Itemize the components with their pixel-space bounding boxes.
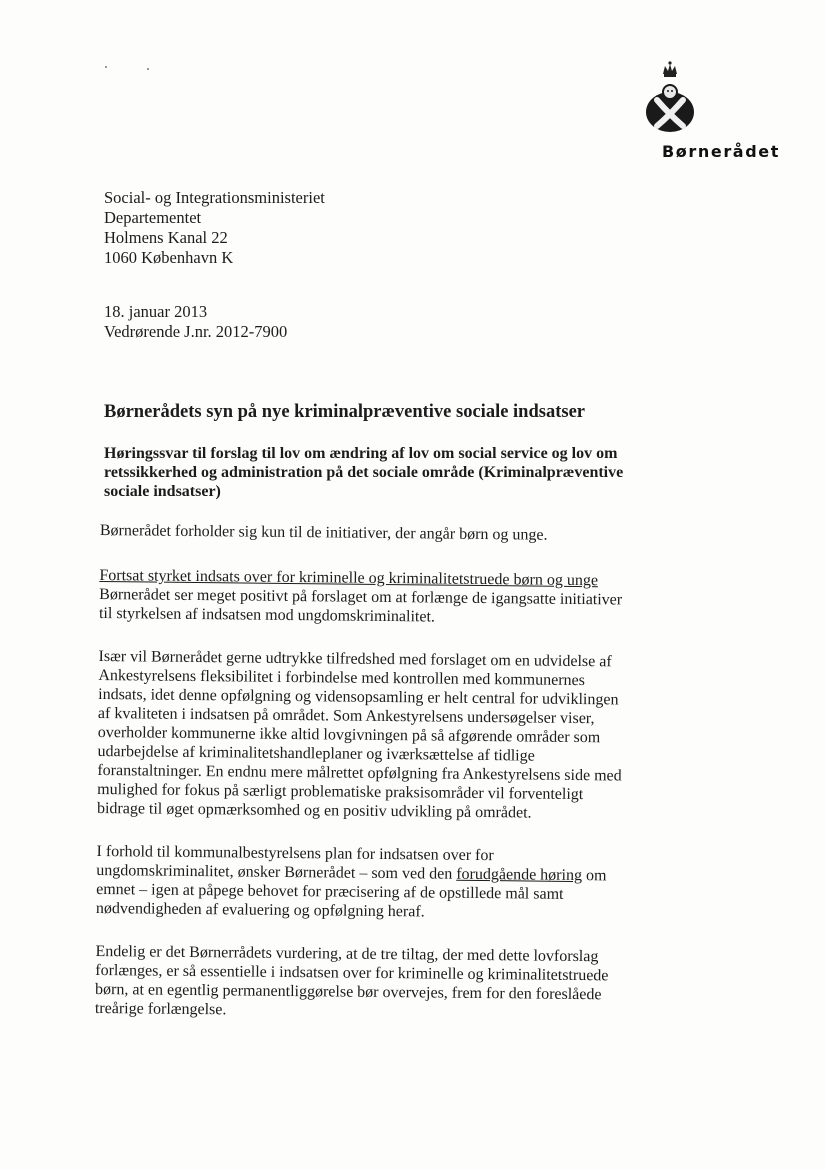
- paragraph-text: Især vil Børnerådet gerne udtrykke tilfredshed med forslaget om en udvidelse af Ankestyrelsens fleksibilitet i forbindelse med kontrollen med kommunernes indsats, idet denne opfølgning og vidensopsamling er helt central for udviklingen af kvaliteten i indsatsen på området. Som Ankestyrelsens undersøgelser viser, overholder kommunerne ikke altid lovgivningen på så afgørende områder som udarbejdelse af kriminalitetshandleplaner og iværksættelse af tidlige foranstaltninger. En endnu mere målrettet opfølgning fra Ankestyrelsens side med mulighed for fokus på særligt problematiske praksisområder vil forventeligt bidrage til øget opmærksomhed og en positiv udvikling på området.: [96, 647, 622, 822]
- recipient-address: [104, 188, 325, 268]
- paragraph-text: om emnet – igen at påpege behovet for præcisering af de opstillede mål samt nødvendigheden af evaluering og opfølgning heraf.: [95, 867, 607, 921]
- org-name: Børnerådet: [662, 142, 780, 161]
- paragraph: [96, 842, 632, 924]
- recipient-line: Departementet: [104, 208, 202, 227]
- document-title: Børnerådets syn på nye kriminalpræventive sociale indsatser: [104, 402, 585, 422]
- crown-crest-icon: [635, 60, 705, 135]
- recipient-line: Holmens Kanal 22: [104, 228, 228, 247]
- letter-date: 18. januar 2013: [104, 302, 208, 321]
- intro-paragraph: Børnerådet forholder sig kun til de initiativer, der angår børn og unge.: [99, 521, 548, 544]
- paragraph-text: Endelig er det Børnerrådets vurdering, at de tre tiltag, der med dette lovforslag forlænges, er så essentielle i indsatsen over for kriminelle og kriminalitetstruede børn, at en egentlig permanentliggørelse bør overvejes, frem for den foreslåede treårige forlængelse.: [94, 942, 609, 1019]
- document-subtitle: Høringssvar til forslag til lov om ændring af lov om social service og lov om retssikkerhed og administration på det sociale område (Kriminalpræventive sociale indsatser): [104, 445, 624, 500]
- scan-speck: [105, 66, 107, 68]
- paragraph-text: I forhold til kommunalbestyrelsens plan for indsatsen over for ungdomskriminalitet, ønsker Børnerådet – som ved den: [96, 842, 494, 883]
- letter-body: [95, 521, 635, 1048]
- section-paragraph: [99, 566, 635, 629]
- scan-speck: [147, 68, 149, 70]
- letter-meta: [104, 302, 287, 342]
- underlined-reference: forudgående høring: [456, 865, 583, 885]
- section-heading: Fortsat styrket indsats over for kriminelle og kriminalitetstruede børn og unge: [99, 566, 599, 590]
- paragraph-text: Børnerådet ser meget positivt på forslaget om at forlænge de igangsatte initiativer til styrkelsen af indsatsen mod ungdomskriminalitet.: [98, 585, 623, 626]
- recipient-line: 1060 København K: [104, 248, 234, 267]
- recipient-line: Social- og Integrationsministeriet: [104, 188, 325, 207]
- reference-number: Vedrørende J.nr. 2012-7900: [104, 322, 288, 341]
